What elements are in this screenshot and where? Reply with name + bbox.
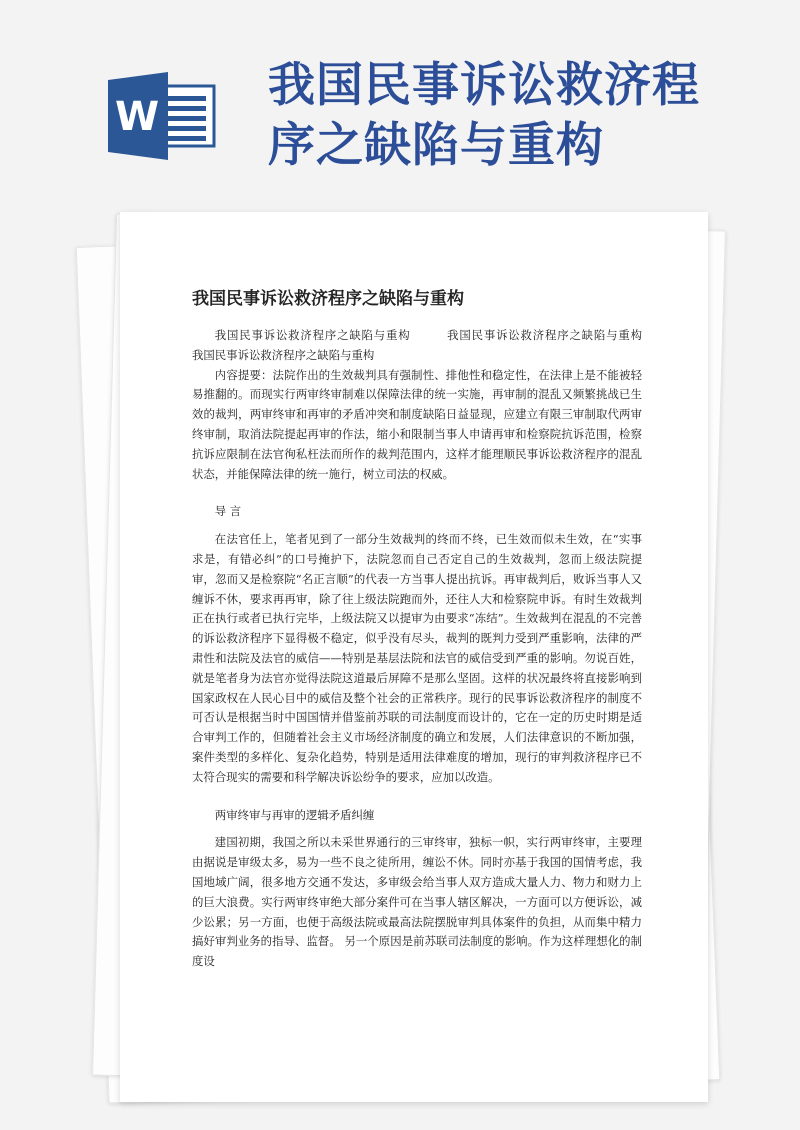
document-abstract: 内容提要：法院作出的生效裁判具有强制性、排他性和稳定性，在法律上是不能被轻易推翻的。而现实行两审终审制难以保障法律的统一实施，再审制的混乱又频繁挑战已生效的裁判，两审终审和再审的矛盾冲突和制度缺陷日益显现，应建立有限三审制取代两审终审制，取消法院提起再审的作法，缩小和限制当事人申请再审和检察院抗诉范围，检察抗诉应限制在法官徇私枉法而所作的裁判范围内，这样才能理顺民事诉讼救济程序的混乱状态，并能保障法律的统一施行，树立司法的权威。	[192, 367, 642, 481]
document-meta-line: 我国民事诉讼救济程序之缺陷与重构 我国民事诉讼救济程序之缺陷与重构 我国民事诉讼救济程序之缺陷与重构	[192, 328, 756, 362]
document-title: 我国民事诉讼救济程序之缺陷与重构	[192, 289, 464, 309]
header	[0, 0, 800, 210]
section-paragraph: 建国初期，我国之所以未采世界通行的三审终审，独标一帜，实行两审终审，主要理由据说是审级太多，易为一些不良之徒所用，缠讼不休。同时亦基于我国的国情考虑，我国地域广阔，很多地方交通不发达，多审级会给当事人双方造成大量人力、物力和财力上的巨大浪费。实行两审终审绝大部分案件可在当事人辖区解决，一方面可以方便诉讼，减少讼累；另一方面，也便于高级法院或最高法院摆脱审判具体案件的负担，从而集中精力搞好审判业务的指导、监督。 另一个原因是前苏联司法制度的影响。作为这样理想化的制度设	[192, 835, 642, 969]
document-page	[120, 212, 756, 1102]
header-title: 我国民事诉讼救济程序之缺陷与重构	[268, 58, 700, 173]
intro-paragraph: 在法官任上，笔者见到了一部分生效裁判的终而不终，已生效而似未生效，在“实事求是，有错必纠”的口号掩护下，法院忽而自己否定自己的生效裁判，忽而上级法院提审，忽而又是检察院“名正言顺”的代表一方当事人提出抗诉。再审裁判后，败诉当事人又缠诉不休，要求再再审，除了往上级法院跑而外，还往人大和检察院申诉。有时生效裁判正在执行或者已执行完毕，上级法院又以提审为由要求“冻结”。生效裁判在混乱的不完善的诉讼救济程序下显得极不稳定，似乎没有尽头，裁判的既判力受到严重影响，法律的严肃性和法院及法官的威信——特别是基层法院和法官的威信受到严重的影响。勿说百姓，就是笔者身为法官亦觉得法院这道最后屏障不是那么坚固。这样的状况最终将直接影响到国家政权在人民心目中的威信及整个社会的正常秩序。现行的民事诉讼救济程序的制度不可否认是根据当时中国国情并借鉴前苏联的司法制度而设计的，它在一定的历史时期是适合审判工作的，但随着社会主义市场经济制度的确立和发展，人们法律意识的不断加强，案件类型的多样化、复杂化趋势，特别是适用法律难度的增加，现行的审判救济程序已不太符合现实的需要和科学解决诉讼纷争的要求，应加以改造。	[192, 532, 642, 784]
section-heading: 两审终审与再审的逻辑矛盾纠缠	[214, 807, 375, 822]
document-body	[192, 326, 756, 972]
word-icon-letter: W	[114, 94, 160, 140]
intro-heading: 导 言	[214, 504, 242, 519]
word-document-icon	[108, 72, 218, 160]
